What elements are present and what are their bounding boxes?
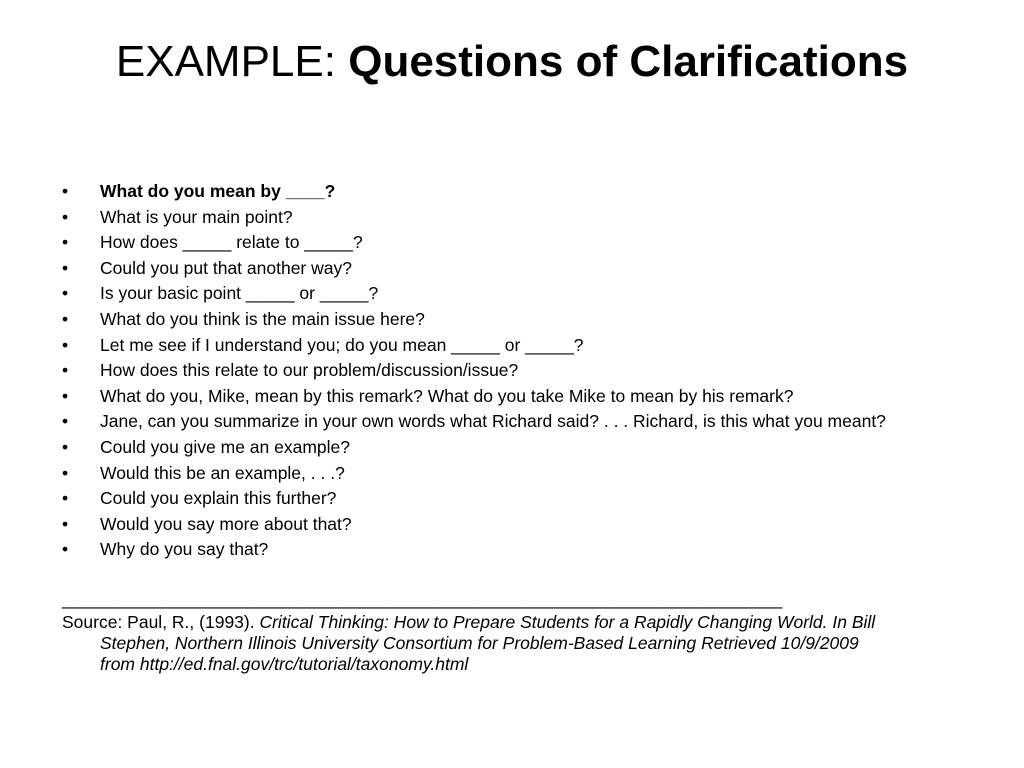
title-main: Questions of Clarifications bbox=[348, 37, 909, 86]
source-line-2 bbox=[62, 633, 962, 654]
bullet-icon: • bbox=[62, 206, 69, 227]
bullet-icon: • bbox=[62, 360, 69, 381]
question-text: Could you give me an example? bbox=[100, 436, 351, 457]
source-title-part-3: from http://ed.fnal.gov/trc/tutorial/taxonomy.html bbox=[100, 654, 469, 674]
question-item bbox=[62, 488, 922, 508]
question-item bbox=[62, 411, 922, 431]
question-text: Let me see if I understand you; do you mean _____ or _____? bbox=[100, 334, 584, 355]
question-item bbox=[62, 386, 922, 406]
question-item bbox=[62, 463, 922, 483]
bullet-icon: • bbox=[62, 334, 69, 355]
bullet-icon: • bbox=[62, 283, 69, 304]
question-list bbox=[62, 181, 922, 565]
question-item bbox=[62, 309, 922, 329]
title-prefix: EXAMPLE: bbox=[115, 37, 336, 86]
source-line-3 bbox=[62, 654, 962, 675]
question-item bbox=[62, 258, 922, 278]
bullet-icon: • bbox=[62, 257, 69, 278]
question-item bbox=[62, 360, 922, 380]
source-title-part-2: Stephen, Northern Illinois University Consortium for Problem-Based Learning Retrieved 10/9/2009 bbox=[100, 633, 859, 653]
question-text: Would this be an example, . . .? bbox=[100, 462, 345, 483]
slide-title bbox=[0, 30, 1024, 94]
bullet-icon: • bbox=[62, 488, 69, 509]
question-text: Is your basic point _____ or _____? bbox=[100, 283, 379, 304]
source-citation bbox=[62, 612, 962, 675]
question-text: What is your main point? bbox=[100, 206, 293, 227]
bullet-icon: • bbox=[62, 308, 69, 329]
question-item bbox=[62, 207, 922, 227]
bullet-icon: • bbox=[62, 436, 69, 457]
question-text: What do you, Mike, mean by this remark? What do you take Mike to mean by his remark? bbox=[100, 385, 794, 406]
question-text: How does _____ relate to _____? bbox=[100, 232, 363, 253]
bullet-icon: • bbox=[62, 539, 69, 560]
bullet-icon: • bbox=[62, 411, 69, 432]
question-text: Jane, can you summarize in your own words what Richard said? . . . Richard, is this what you meant? bbox=[100, 411, 886, 432]
question-text: How does this relate to our problem/discussion/issue? bbox=[100, 360, 519, 381]
question-item bbox=[62, 335, 922, 355]
bullet-icon: • bbox=[62, 232, 69, 253]
question-text: What do you think is the main issue here? bbox=[100, 308, 425, 329]
bullet-icon: • bbox=[62, 181, 69, 201]
question-text: What do you mean by ____? bbox=[100, 181, 336, 201]
question-text: Why do you say that? bbox=[100, 539, 269, 560]
question-item bbox=[62, 539, 922, 559]
question-item bbox=[62, 232, 922, 252]
question-item bbox=[62, 181, 922, 201]
question-text: Would you say more about that? bbox=[100, 513, 352, 534]
question-text: Could you explain this further? bbox=[100, 488, 337, 509]
source-line-1 bbox=[62, 612, 962, 633]
bullet-icon: • bbox=[62, 385, 69, 406]
question-item bbox=[62, 514, 922, 534]
question-item bbox=[62, 437, 922, 457]
question-text: Could you put that another way? bbox=[100, 257, 352, 278]
source-prefix: Source: Paul, R., (1993). bbox=[62, 612, 260, 632]
bullet-icon: • bbox=[62, 513, 69, 534]
source-title-part-1: Critical Thinking: How to Prepare Students for a Rapidly Changing World. In Bill bbox=[259, 612, 876, 632]
question-item bbox=[62, 283, 922, 303]
source-separator: __________________________________________________________________________ bbox=[62, 589, 783, 609]
bullet-icon: • bbox=[62, 462, 69, 483]
